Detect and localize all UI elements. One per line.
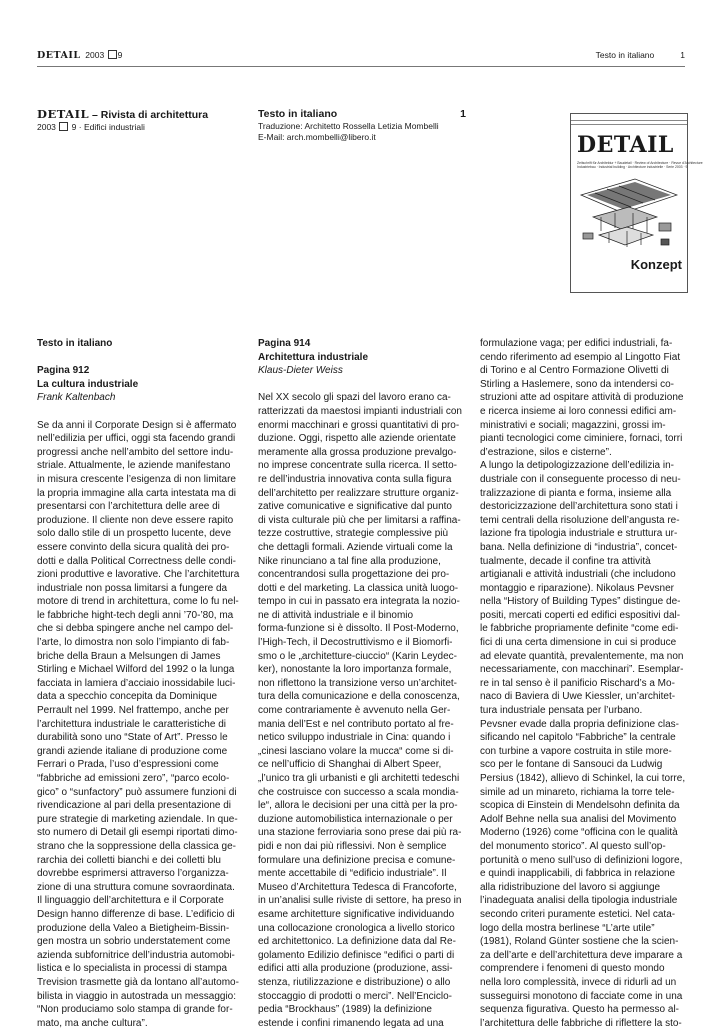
floor-plane-shape [593,207,657,229]
col3-text-line: fici di una certa dimensione in cui si produce [480,637,677,649]
col3-text-line: pianti tecnologici come ciminiere, fornaci, torri [480,433,683,445]
col1-text-line: industriale non possa limitarsi a fungere da [37,582,228,594]
col2-text-line: esame architetture significative individuando [258,908,455,920]
col3-text-line: tualmente, decade il confine tra attività [480,555,651,567]
col2-text-line: dotti e del marketing. La classica unità luogo- [258,582,459,594]
col3-text-line: ministrativi e sociali; magazzini, grossi im- [480,419,666,431]
running-header-left [37,50,122,61]
col1-text-line: in misura crescente l’esigenza di non limitare [37,473,236,485]
col3-text-line: susseguirsi monotono di facciate come in una [480,990,683,1002]
masthead-issue-rest: 9 · Edifici industriali [71,122,145,132]
col2-text-line: ratterizzati da maestosi impianti industriali con [258,405,462,417]
col2-text-line: ne di attività industriale e il binomio [258,609,414,621]
col3-text-line: montaggio e riparazione). Nikolaus Pevsner [480,582,674,594]
col1-body [37,419,257,1030]
issue-number: 9 [117,50,123,60]
col1-text-line: mato, ma anche cultura”. [37,1017,148,1029]
col1-text-line: durabilità sono uno “State of Art”. Presso le [37,732,228,744]
col1-text-line: pure strategie di marketing aziendale. In que- [37,813,238,825]
col2-text-line: una collocazione cronologica a livello storico [258,922,455,934]
col1-text-line: rarchia dei colletti bianchi e dei colletti blu [37,854,221,866]
col1-text-line: Ferrari o Prada, l’uso d’espressioni come [37,759,219,771]
col3-text-line: l’inadeguata analisi della tipologia industriale [480,895,678,907]
col2-text-line: come contrariamente è avvenuto nella Ger- [258,705,451,717]
col2-text-line: forma-funzione si è dissolto. Il Post-Moderno, [258,623,459,635]
col3-text-line: del monumento storico”. Al questo sull’op- [480,840,666,852]
col1-text-line: essere convinto della sicura qualità dei pro- [37,541,230,553]
roof-shadow-shape [587,182,671,209]
col1-text-line: dotti e dalla Political Correctness delle condi- [37,555,236,567]
col1-text-line: Se da anni il Corporate Design si è affermato [37,419,237,431]
col2-text-line: enormi macchinari e grossi quantitativi di pro- [258,419,460,431]
col3-text-line: temi centrali della risoluzione dell’angusta re- [480,514,680,526]
spacer [37,405,257,419]
col1-text-line: progressi anche nell’ambito del settore indu- [37,446,234,458]
col3-text-line: scopica di Einstein di Mendelsohn definita da [480,800,680,812]
col3-text-line: (1981), Roland Günter sostiene che la scien- [480,936,679,948]
cover-meta [577,161,703,170]
col3-text-line: za dell’arte e dell’architettura deve imparare a [480,949,683,961]
col1-text-line: la propria immagine alla carta intestata ma di [37,487,236,499]
col2-text-line: Nike rinunciano a tal fine alla produzione, [258,555,441,567]
col3-text-line: e ricerca insieme ai loro connessi edifici am- [480,405,677,417]
col3-text-line: naco di Baviera di Uwe Kiessler, un’architet- [480,691,676,703]
col2-text-line: dell’architetto per realizzare strutture organiz- [258,487,459,499]
spacer [37,351,257,365]
col2-author: Klaus-Dieter Weiss [258,365,343,377]
col2-text-line: netico sviluppo industriale in Cina: quando i [258,732,451,744]
col1-text-line: Il linguaggio dell’architettura e il Corporate [37,895,224,907]
col1-text-line: briche della Braun a Melsungen di James [37,650,221,662]
header-rule [37,66,685,67]
col1-text-line: l’arte, lo dimostra non solo l’impianto di fab- [37,637,230,649]
col1-author: Frank Kaltenbach [37,392,116,404]
col1-text-line: solo dallo stile di un prospetto lucente, deve [37,528,232,540]
col3-text-line: re in tal senso è il panificio Rischard’s a Mo- [480,677,675,689]
col3-text-line: Stirling a Haslemere, sono da intendersi co- [480,378,674,390]
col2-text-line: le“, allora le decisioni per una città per la pro- [258,800,458,812]
magazine-cover-thumbnail [570,113,703,293]
col2-text-line: Nel XX secolo gli spazi del lavoro erano ca- [258,392,451,404]
masthead-title [37,108,252,122]
col1-text-line: produzione della Valeo a Bietigheim-Bissin- [37,922,230,934]
col3-text-line: artigianali e attività industriali (che includono [480,569,676,581]
column-1 [37,337,257,1030]
col2-text-line: no imprese concentrate sulla ricerca. Il setto- [258,460,457,472]
col2-text-line: Museo d’Architettura Tedesca di Francoforte, [258,881,457,893]
col3-text-line: sco per le fontane di Sansouci da Ludwig [480,759,663,771]
running-header [37,50,685,64]
col2-text-line: „l’unico tra gli urbanisti e gli architetti tedeschi [258,773,460,784]
col1-text-line: dovrebbe esprimersi attraverso l’organizza- [37,868,229,880]
col1-text-line: striale. Attualmente, le aziende manifestano [37,460,231,472]
col1-text-line: gico” o “sunfactory” può assumere funzioni di [37,786,237,798]
col3-text-line: dustriale con il conseguente processo di neu- [480,473,681,485]
column-2 [258,337,478,1030]
col2-text-line: formulare una definizione precisa e comune- [258,854,456,866]
col2-text-line: stoccaggio di prodotti o merci”. Nell’Enciclo- [258,990,452,1002]
col1-text-line: zioni produttive e lavorative. Che l’architettura [37,569,240,581]
col1-text-line: grandi aziende italiane di produzione come [37,745,228,757]
running-page-number: 1 [680,50,685,60]
col3-text-line: simile ad un minareto, richiama la torre tele- [480,786,675,798]
col3-text-line: di Torino e al Centro Formazione Olivetti di [480,365,669,377]
issue-year: 2003 [85,50,105,60]
translation-block [258,108,466,143]
col2-text-line: in un’analisi sulle riviste di settore, ha preso in [258,895,462,907]
col1-text-line: azienda subfornitrice dell’industria automobi- [37,949,235,961]
col2-text-line: ce nell’ufficio di Shanghai di Albert Speer, [258,759,442,771]
col2-text-line: re dell’industria innovativa conta sulla figura [258,473,452,485]
col3-text-line: struzioni atte ad ospitare attività di produzione [480,392,684,404]
detail-logo: DETAIL [37,50,81,61]
col3-body [480,337,690,1030]
col1-text-line: motore di trend in architettura, come lo fu nel- [37,596,239,608]
col2-text-line: l’High-Tech, il Decostruttivismo e il Biomorfi- [258,637,453,649]
col3-text-line: Adolf Behne nella sua analisi del Movimento [480,813,677,825]
spacer [258,378,478,392]
col2-text-line: smo o le „architetture-ciuccio“ (Karin Leydec- [258,650,457,662]
col1-text-line: presentarsi con l’architettura delle aree di [37,501,220,513]
col3-text-line: positi, mercati coperti ed edifici espositivi dal- [480,609,681,621]
col2-text-line: una stazione ferroviaria sono prese dai più ra- [258,827,462,839]
col1-text-line: “fabbriche ad emissioni zero”, “parco ecolo- [37,773,230,784]
col1-text-line: zione di una struttura comune sovraordinata. [37,881,235,893]
col1-text-line: Perrault nel 1999. Nel frattempo, anche per [37,705,229,717]
masthead-issue-year: 2003 [37,122,56,132]
col3-text-line: nella “History of Building Types” distingue de- [480,596,681,608]
col2-text-line: duzione automobilistica internazionale o per [258,813,453,825]
col2-text-line: che costruisce con successo a scala mondia- [258,786,459,798]
col2-text-line: edifici atti alla produzione (produzione, assi- [258,963,453,975]
cover-top-rule [571,120,687,121]
col3-text-line: destoricizzazione dell’architettura sono stati i [480,501,678,513]
col3-text-line: sificando nel capitolo “Fabbriche” la centrale [480,732,676,744]
col2-text-line: non riflettono la transizione verso un’architet- [258,677,457,689]
col3-text-line: bana. Nella definizione di “industria”, concet- [480,541,678,553]
masthead-subtitle: – Rivista di architettura [91,109,209,121]
cover-meta-line-1: Zeitschrift für Architektur + Baudetail · Review of Architecture · Revue d'Architecture [577,161,703,165]
col3-text-line: A lungo la detipologizzazione dell’edilizia in- [480,460,675,472]
col3-text-line: necessariamente, con macchinari”. Esemplar- [480,664,684,676]
col1-text-line: Trevision trasmette già da lontano all’automo- [37,976,239,988]
col2-text-line: golamento Edilizio definisce “edifici o parti di [258,949,455,961]
col3-text-line: lazione fra tipologia industriale e struttura ur- [480,528,678,540]
col3-text-line: nella loro complessità, invece di ridurli ad un [480,976,677,988]
col3-text-line: ad elevate quantità, prevalentemente, ma non [480,650,684,662]
issue-separator-box-icon [108,50,117,59]
col2-text-line: pidi e non dai più riflessivi. Non è semplice [258,840,447,852]
col2-text-line: tempo in cui in passato era integrata la nozio- [258,596,460,608]
col1-text-line: listica e lo specialista in processi di stampa [37,963,228,975]
col1-article-title: La cultura industriale [37,378,139,390]
col3-text-line: Persius (1842), allievo di Schinkel, la cui torre, [480,773,686,784]
col2-text-line: che dettagli formali. Aziende virtuali come la [258,541,453,553]
col3-text-line: sequenza figurativa. Questo ha permesso al- [480,1004,679,1016]
col2-text-line: zative comunicative e significative dal punto [258,501,452,513]
col3-text-line: e quindi inapplicabili, di fabbrica in relazione [480,868,676,880]
cover-axonometric-drawing [575,173,683,255]
col2-text-line: tura della comunicazione e della conoscenza, [258,691,460,703]
col2-text-line: stenza, riutilizzazione e distribuzione) o allo [258,976,451,988]
col1-text-line: bilista in viaggio in autostrada un messaggio: [37,990,237,1002]
col3-text-line: alla ridistribuzione del lavoro si aggiunge [480,881,661,893]
col2-text-line: mania dell’Est e nel contributo portato al fre- [258,718,454,730]
col3-text-line: l’architettura delle fabbriche di riflettere la sto- [480,1017,682,1029]
masthead-issue [37,122,252,133]
col1-text-line: sto numero di Detail gli esempi riportati dimo- [37,827,238,839]
col3-text-line: cendo riferimento ad esempio al Lingotto Fiat [480,351,681,363]
translator-email[interactable]: E-Mail: arch.mombelli@libero.it [258,132,376,142]
col1-text-line: l’architettura industriale le caratteristiche di [37,718,226,730]
cover-konzept-label: Konzept [630,257,682,272]
translator-credit: Traduzione: Architetto Rossella Letizia Mombelli [258,121,439,131]
col1-heading: Testo in italiano [37,338,113,349]
col3-text-line: logo della mostra berlinese “L’arte utile” [480,922,655,934]
col2-article-title: Architettura industriale [258,351,369,363]
col3-text-line: d’estrazione, silos e cisterne”. [480,446,612,458]
col3-text-line: comprendere i fenomeni di questo mondo [480,963,665,975]
col3-text-line: portunità o meno sull’uso di definizioni logore, [480,854,683,866]
base-plane-shape [599,227,653,245]
col2-text-line: „cinesi lasciano volare la mucca“ come si di- [258,745,454,757]
col2-text-line: pedia “Brockhaus” (1989) la definizione [258,1004,432,1016]
cover-meta-line-2: Industriebau · Industrial building · Architecture industrielle · Serie 2003 · 9 [577,165,688,170]
col3-text-line: Pevsner evade dalla propria definizione clas- [480,718,680,730]
col1-text-line: che si debba spingere anche nel campo del- [37,623,234,635]
col3-text-line: formulazione vaga; per edifici industriali, fa- [480,338,673,349]
col2-page-ref: Pagina 914 [258,338,311,349]
col1-text-line: “Non produciamo solo stampa di grande for- [37,1004,233,1016]
col2-text-line: meramente alla grossa produzione prevalgo- [258,446,457,458]
col1-text-line: produzione. Il cliente non deve essere rapito [37,514,234,526]
col1-text-line: Stirling e Michael Wilford del 1992 o la lunga [37,664,235,676]
masthead [37,108,252,133]
col1-text-line: nell’edilizia per uffici, oggi sta facendo grandi [37,433,236,445]
column-3 [480,337,690,1030]
col1-text-line: rivendicazione al pari della presentazione di [37,800,232,812]
col1-text-line: facciata in lamiera d’acciaio inossidabile luci- [37,677,236,689]
col2-text-line: concentrandosi sulla progettazione dei pro- [258,569,450,581]
col1-text-line: gen mostra un sobrio understatement come [37,936,231,948]
col3-text-line: le fabbriche propriamente definite “come edi- [480,623,679,635]
col2-text-line: estende i confini rimanendo legata ad una [258,1017,444,1029]
running-header-right [596,50,685,60]
col3-text-line: Moderno (1926) come “officina con le qualità [480,827,678,839]
masthead-logo: DETAIL [37,107,90,121]
col3-text-line: tralizzazione di pianta e forma, insieme alla [480,487,672,499]
col2-text-line: di vista culturale più che per limitarsi a raffina- [258,514,461,526]
section-title: Testo in italiano [258,108,338,120]
running-section-title: Testo in italiano [595,50,655,60]
col1-page-ref: Pagina 912 [37,365,90,377]
col2-text-line: ed architettonico. La definizione data dal Re- [258,936,456,948]
col1-text-line: le fabbriche hight-tech degli anni ’70-’80, ma [37,609,234,621]
cover-logo: DETAIL [577,132,674,158]
col2-text-line: ker), nonostante la loro importanza formale, [258,664,452,676]
col3-text-line: tura industriale pensata per l’urbano. [480,705,643,717]
col3-text-line: secondo criteri puramente estetici. Nel cata- [480,908,676,920]
cover-top-rule-2 [571,124,687,125]
col2-body [258,391,478,1030]
col2-text-line: mente accettabile di “edificio industriale”. Il [258,868,447,880]
col1-text-line: strano che la soppressione della classica ge- [37,840,236,852]
section-number: 1 [460,108,466,120]
col2-text-line: duzione. Oggi, rispetto alle aziende orientate [258,433,456,445]
col1-text-line: Design hanno differenze di base. L’edificio di [37,908,235,920]
issue-separator-box-icon [59,122,68,131]
col1-text-line: data a specchio concepita da Dominique [37,691,218,703]
col3-text-line: con turbine a vapore costruita in stile more- [480,745,672,757]
col2-text-line: tezze costruttive, strategie complessive più [258,528,449,540]
